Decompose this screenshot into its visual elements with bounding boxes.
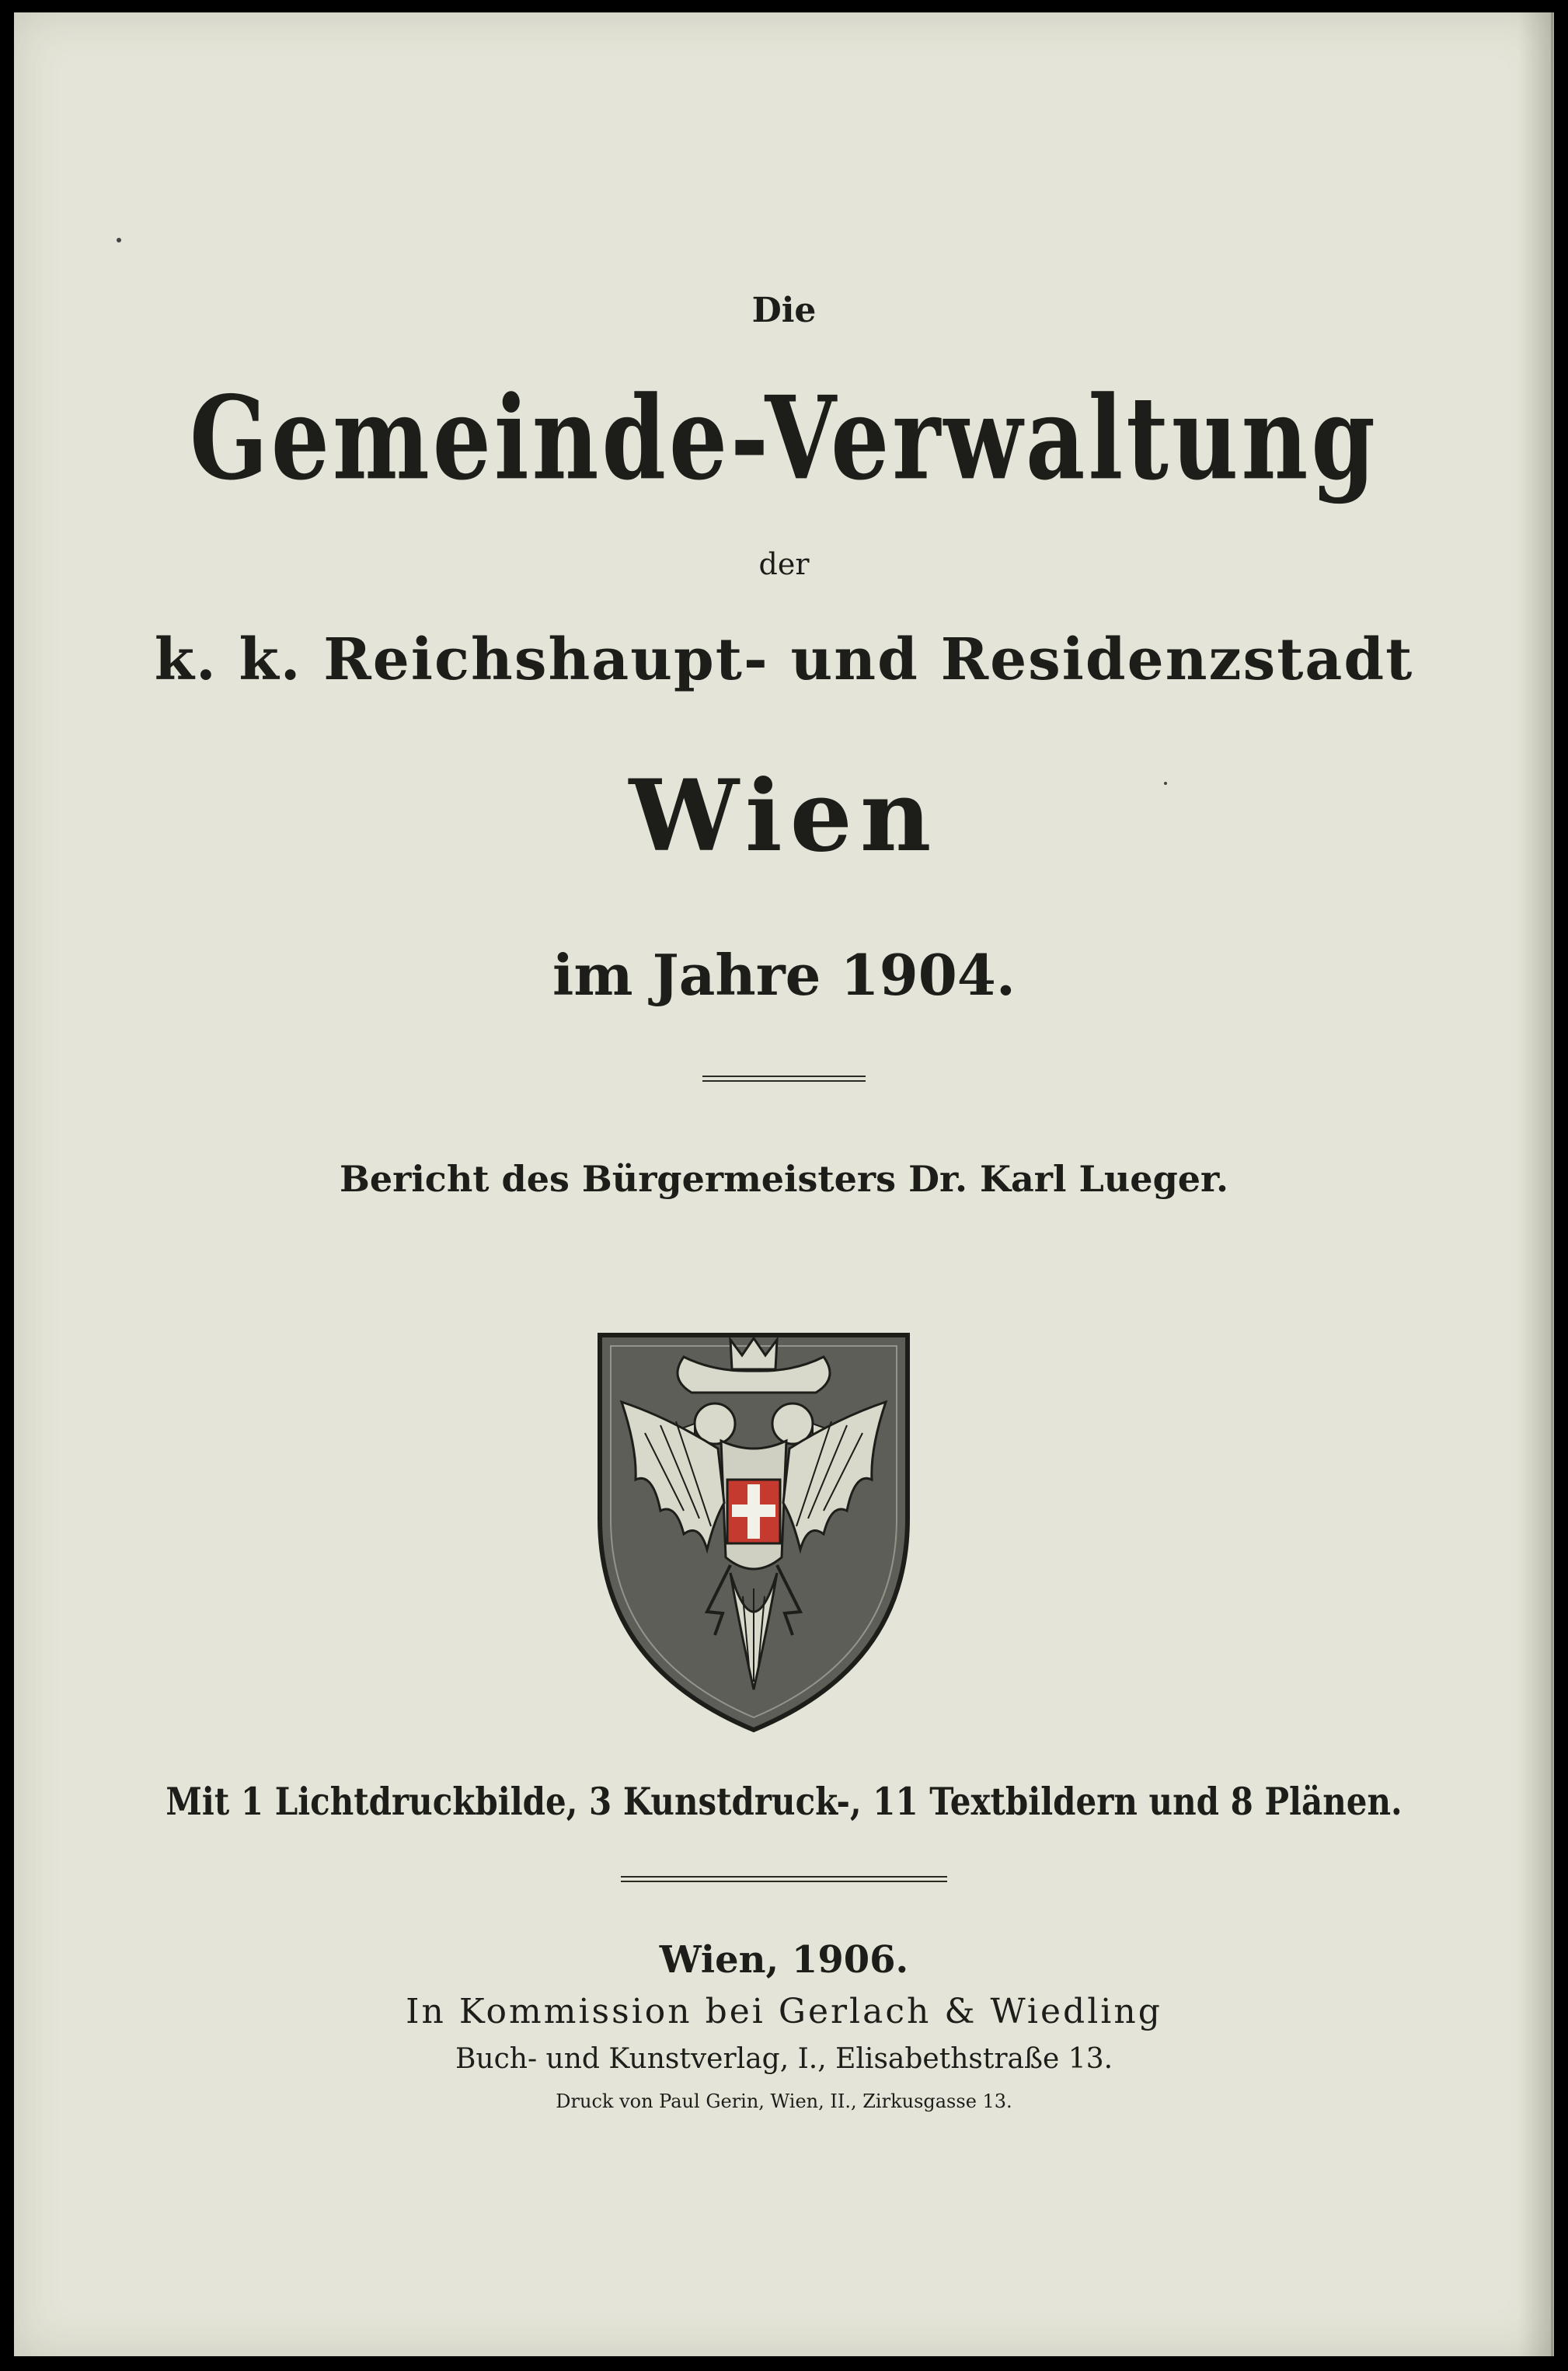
city-name: Wien	[629, 758, 939, 873]
place-and-year: Wien, 1906.	[659, 1938, 909, 1982]
main-title: Gemeinde-Verwaltung	[190, 370, 1378, 506]
title-page	[14, 12, 1554, 2356]
commission-line: In Kommission bei Gerlach & Wiedling	[406, 1992, 1162, 2031]
printer-line: Druck von Paul Gerin, Wien, II., Zirkusgasse 13.	[556, 2090, 1012, 2112]
title-die: Die	[751, 291, 817, 330]
year-line: im Jahre 1904.	[552, 942, 1016, 1008]
title-der: der	[758, 547, 810, 581]
vienna-coat-of-arms-icon	[591, 1324, 917, 1736]
report-line: Bericht des Bürgermeisters Dr. Karl Lueger.	[339, 1158, 1229, 1200]
divider-rule-2	[621, 1876, 947, 1882]
divider-rule	[702, 1076, 866, 1082]
illustrations-note: Mit 1 Lichtdruckbilde, 3 Kunstdruck-, 11 Textbildern und 8 Plänen.	[166, 1780, 1402, 1824]
publisher-line: Buch- und Kunstverlag, I., Elisabethstraße 13.	[455, 2043, 1113, 2075]
city-description: k. k. Reichshaupt- und Residenzstadt	[154, 626, 1414, 693]
